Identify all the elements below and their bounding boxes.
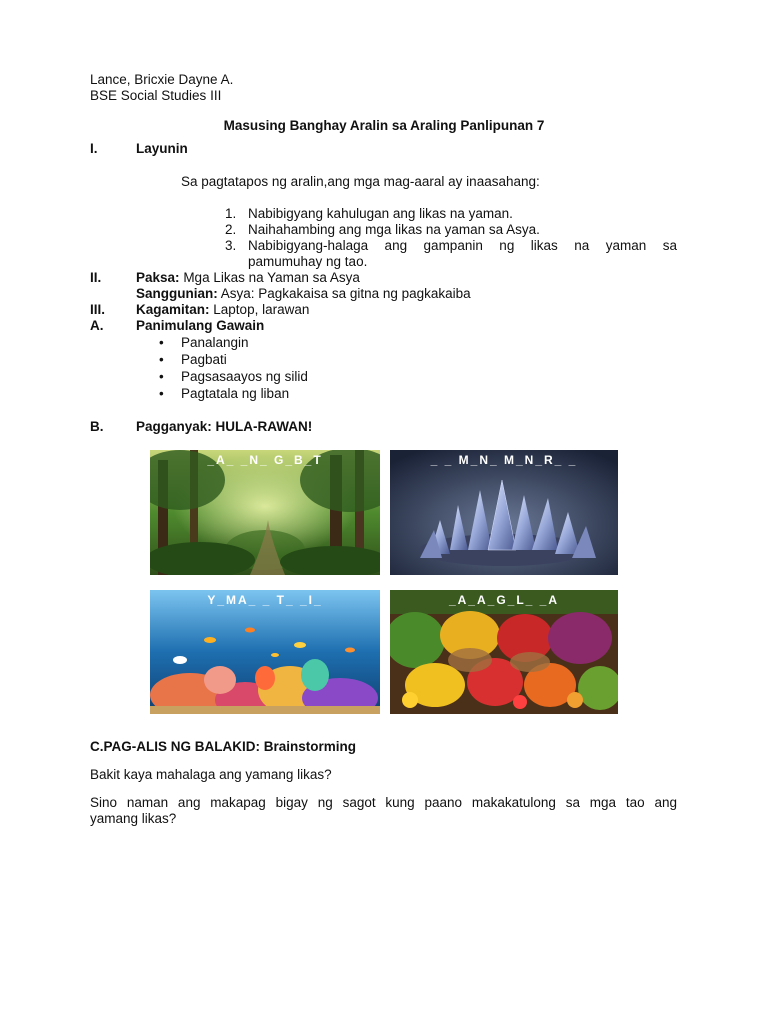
section-1-heading: Layunin (136, 141, 188, 156)
objective-2-number: 2. (225, 222, 237, 237)
list-item: • Pagtatala ng liban (181, 386, 289, 402)
section-b-heading: Pagganyak: HULA-RAWAN! (136, 419, 313, 434)
paksa-line (136, 270, 360, 286)
coral-reef-image (150, 590, 380, 714)
paksa-value: Mga Likas na Yaman sa Asya (183, 270, 360, 285)
author-course: BSE Social Studies III (90, 88, 222, 103)
list-item: • Panalangin (181, 335, 249, 351)
section-3-number: III. (90, 302, 106, 317)
objective-1-text: Nabibigyang kahulugan ang likas na yaman. (248, 206, 513, 221)
image-caption: _A_ _N_ G_B_T (207, 453, 323, 467)
crystals-image (390, 450, 618, 575)
author-name: Lance, Bricxie Dayne A. (90, 72, 234, 87)
paksa-label: Paksa: (136, 270, 180, 285)
sanggunian-label: Sanggunian: (136, 286, 218, 301)
document-title: Masusing Banghay Aralin sa Araling Panlipunan 7 (223, 118, 545, 133)
section-1-number: I. (90, 141, 98, 156)
forest-image (150, 450, 380, 575)
section-c-heading: C.PAG-ALIS NG BALAKID: Brainstorming (90, 739, 356, 754)
fruits-image (390, 590, 618, 714)
kagamitan-value: Laptop, larawan (213, 302, 310, 317)
objective-1-number: 1. (225, 206, 237, 221)
objective-3-continuation: pamumuhay ng tao. (248, 254, 368, 269)
section-a-number: A. (90, 318, 104, 333)
objectives-intro: Sa pagtatapos ng aralin,ang mga mag-aaral ay inaasahang: (181, 174, 540, 189)
objective-2-text: Naihahambing ang mga likas na yaman sa Asya. (248, 222, 540, 237)
kagamitan-line (136, 302, 309, 318)
image-caption: _ _ M_N_ M_N_R_ _ (430, 453, 578, 467)
image-caption: _A_A_G_L_ _A (448, 593, 560, 607)
image-caption: Y_MA_ _ T_ _I_ (207, 593, 323, 607)
objective-3-text: Nabibigyang-halaga ang gampanin ng likas na yaman sa (248, 238, 677, 253)
section-a-heading: Panimulang Gawain (136, 318, 265, 333)
question-1: Bakit kaya mahalaga ang yamang likas? (90, 767, 332, 782)
list-item: • Pagsasaayos ng silid (181, 369, 308, 385)
section-b-number: B. (90, 419, 104, 434)
sanggunian-value: Asya: Pagkakaisa sa gitna ng pagkakaiba (220, 286, 471, 301)
section-2-number: II. (90, 270, 102, 285)
list-item: • Pagbati (181, 352, 227, 368)
question-2-line-2: yamang likas? (90, 811, 177, 826)
question-2-line-1: Sino naman ang makapag bigay ng sagot kung paano makakatulong sa mga tao ang (90, 795, 677, 810)
kagamitan-label: Kagamitan: (136, 302, 210, 317)
objective-3-number: 3. (225, 238, 237, 253)
sanggunian-line (136, 286, 471, 302)
